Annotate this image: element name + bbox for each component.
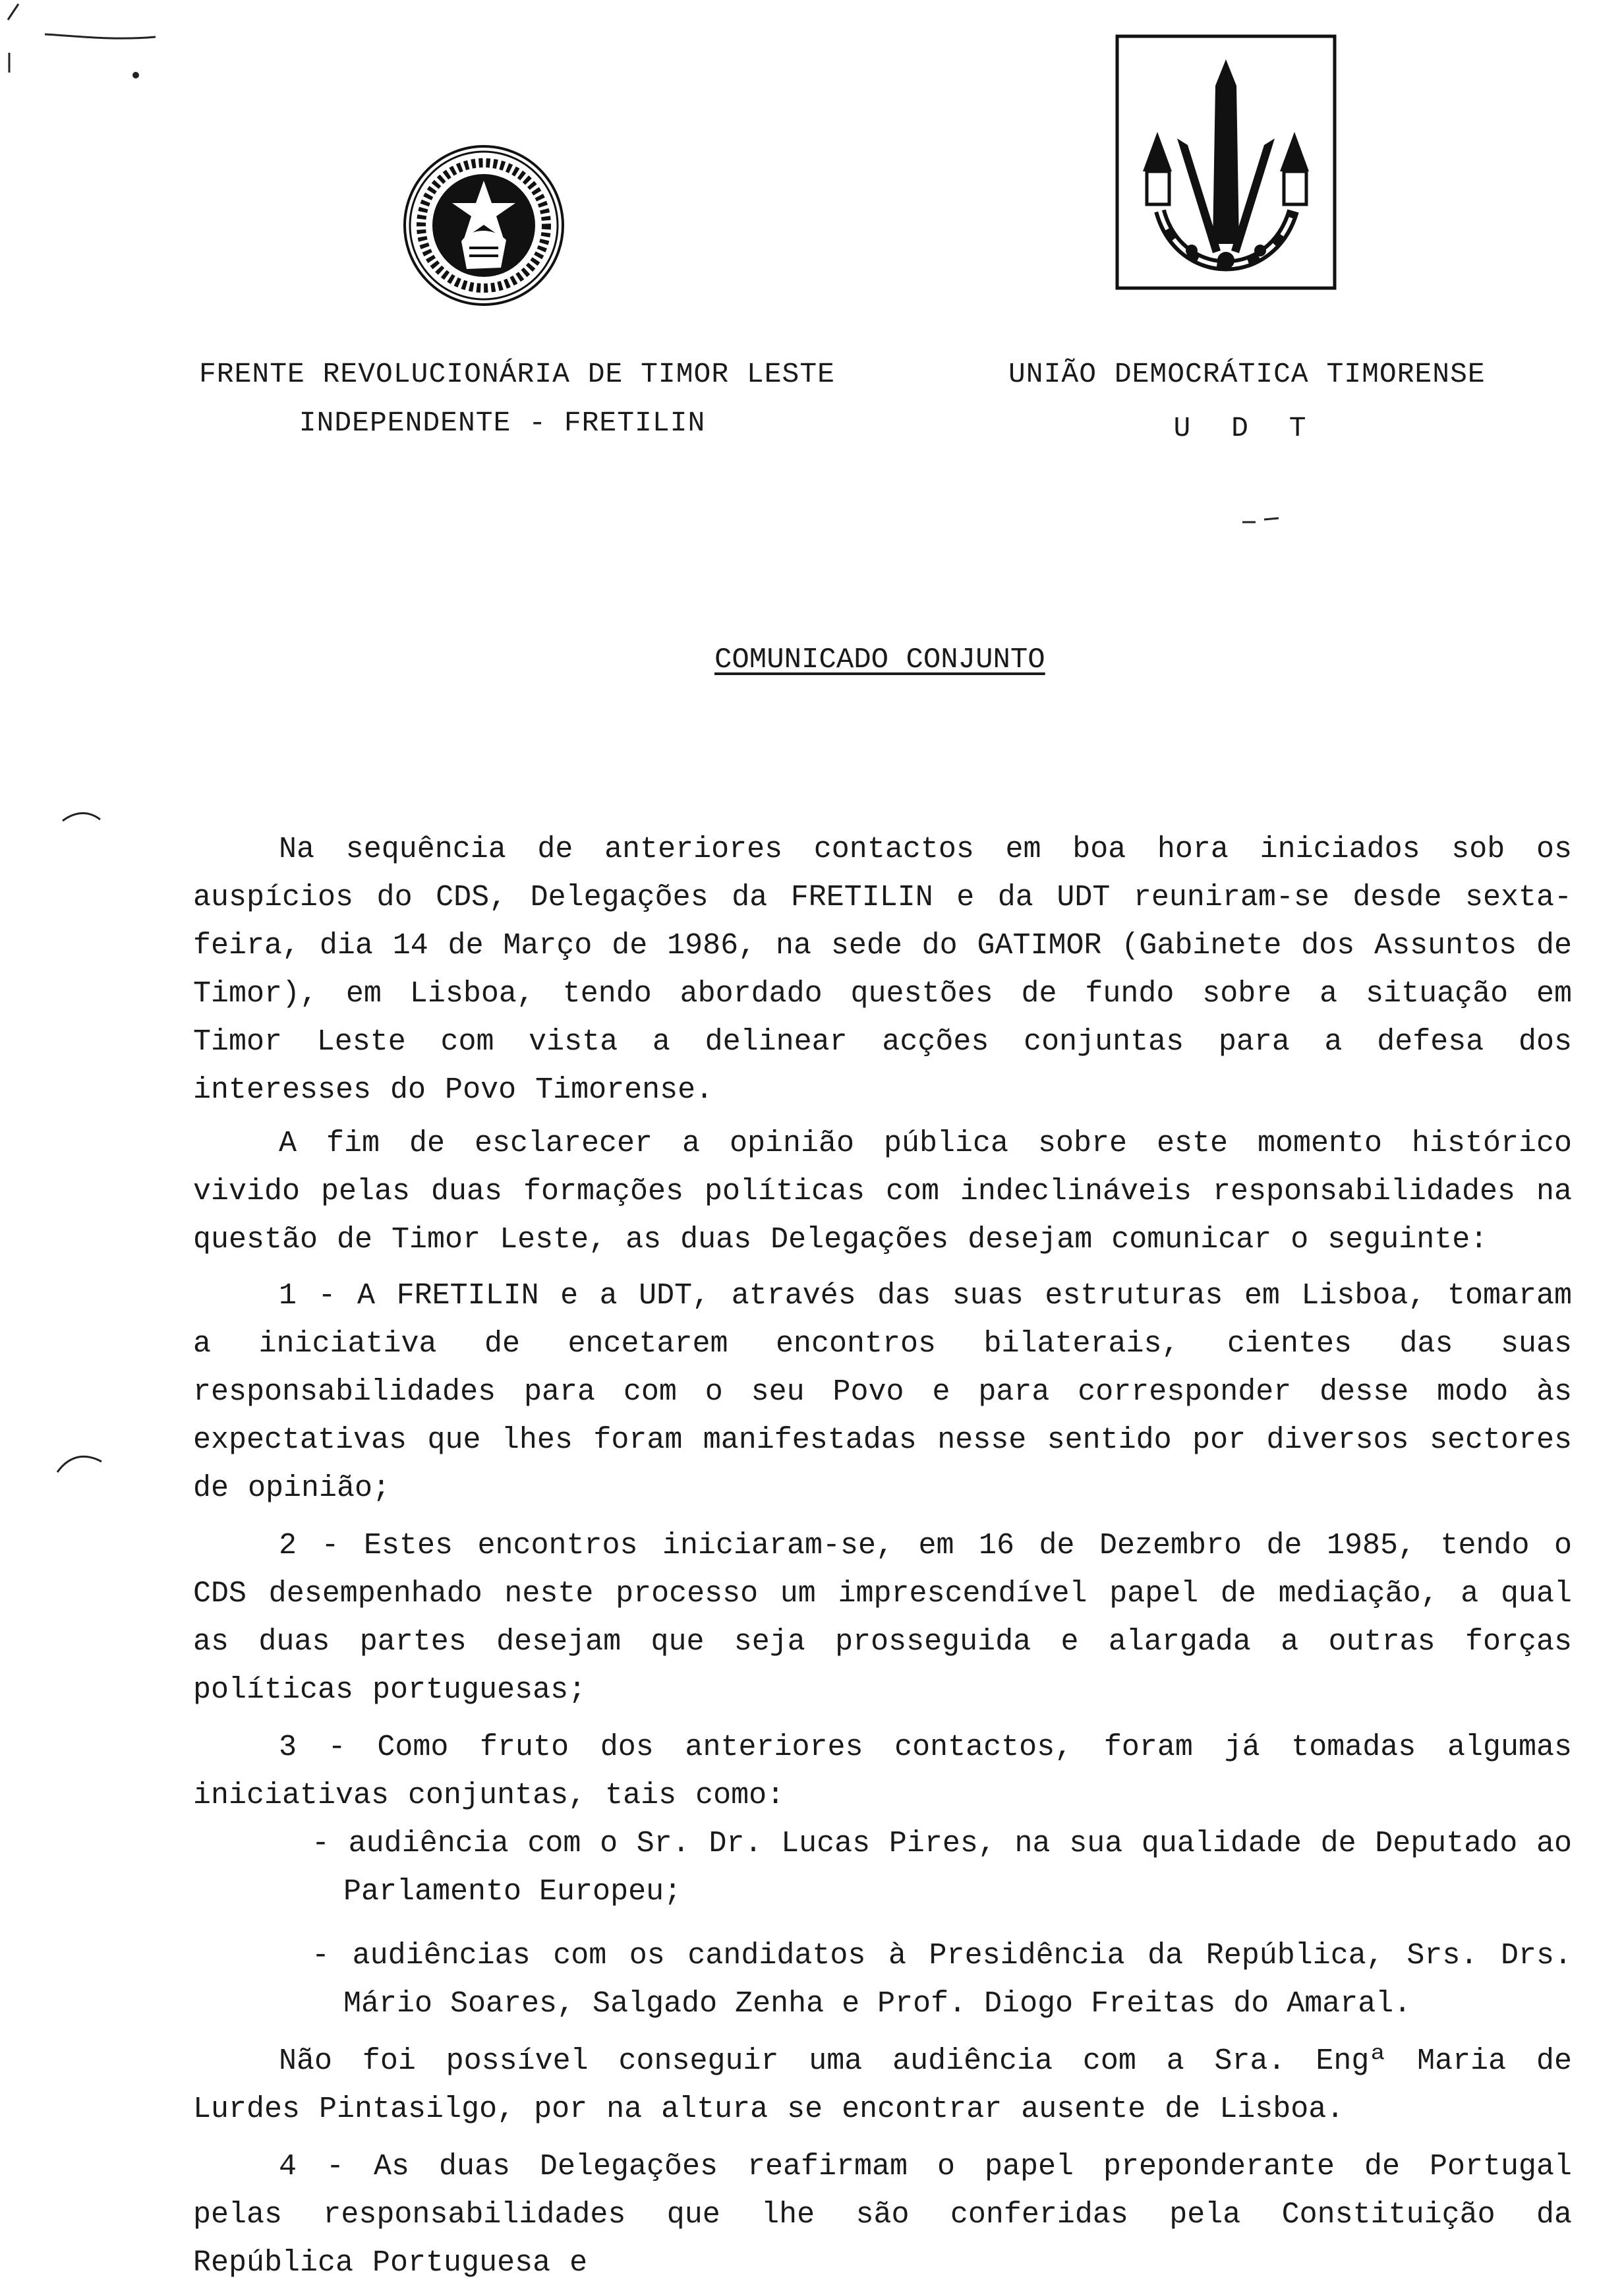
udt-emblem-logo bbox=[1114, 33, 1338, 291]
scan-mark-topleft bbox=[0, 0, 171, 99]
point-3-bullet-list bbox=[312, 1820, 1572, 2028]
point-3: 3 - Como fruto dos anteriores contactos, foram já tomadas algumas iniciativas conjuntas, tais como: bbox=[193, 1731, 1572, 1812]
bullet-item: - audiências com os candidatos à Presidência da República, Srs. Drs. Mário Soares, Salgado Zenha e Prof. Diogo Freitas do Amaral. bbox=[312, 1939, 1572, 2021]
paragraph-intro: Na sequência de anteriores contactos em boa hora iniciados sob os auspícios do CDS, Delegações da FRETILIN e da UDT reuniram-se desde sexta-feira, dia 14 de Março de 1986, na sede do GATIMOR (Gabinete dos Assuntos de Timor), em Lisboa, tendo abordado questões de fundo sobre a situação em Timor Leste com vista a delinear acções conjuntas para a defesa dos interesses do Povo Timorense. bbox=[193, 833, 1572, 1107]
document-body bbox=[193, 825, 1572, 2287]
fretilin-seal-logo bbox=[401, 142, 567, 309]
scan-mark-left-1 bbox=[59, 808, 105, 834]
udt-name-line1: UNIÃO DEMOCRÁTICA TIMORENSE bbox=[1008, 358, 1486, 390]
scan-mark-under-udt bbox=[1239, 514, 1285, 527]
fretilin-name-line1: FRENTE REVOLUCIONÁRIA DE TIMOR LESTE bbox=[199, 358, 835, 390]
point-2: 2 - Estes encontros iniciaram-se, em 16 de Dezembro de 1985, tendo o CDS desempenhado neste processo um imprescendível papel de mediação, a qual as duas partes desejam que seja prosseguida e alargada a outras forças políticas portuguesas; bbox=[193, 1529, 1572, 1707]
udt-name-line2: U D T bbox=[1173, 412, 1318, 444]
fretilin-name-line2: INDEPENDENTE - FRETILIN bbox=[299, 407, 706, 439]
paragraph-note: Não foi possível conseguir uma audiência com a Sra. Engª Maria de Lurdes Pintasilgo, por na altura se encontrar ausente de Lisboa. bbox=[193, 2044, 1572, 2126]
bullet-item: - audiência com o Sr. Dr. Lucas Pires, na sua qualidade de Deputado ao Parlamento Europeu; bbox=[312, 1827, 1572, 1909]
point-4: 4 - As duas Delegações reafirmam o papel preponderante de Portugal pelas responsabilidades que lhe são conferidas pela Constituição da República Portuguesa e bbox=[193, 2150, 1572, 2280]
paragraph-purpose: A fim de esclarecer a opinião pública sobre este momento histórico vivido pelas duas formações políticas com indeclináveis responsabilidades na questão de Timor Leste, as duas Delegações desejam comunicar o seguinte: bbox=[193, 1127, 1572, 1257]
document-title: COMUNICADO CONJUNTO bbox=[714, 643, 1045, 676]
point-1: 1 - A FRETILIN e a UDT, através das suas estruturas em Lisboa, tomaram a iniciativa de encetarem encontros bilaterais, cientes das suas responsabilidades para com o seu Povo e para corresponder desse modo às expectativas que lhes foram manifestadas nesse sentido por diversos sectores de opinião; bbox=[193, 1279, 1572, 1505]
scan-mark-left-2 bbox=[54, 1447, 107, 1480]
